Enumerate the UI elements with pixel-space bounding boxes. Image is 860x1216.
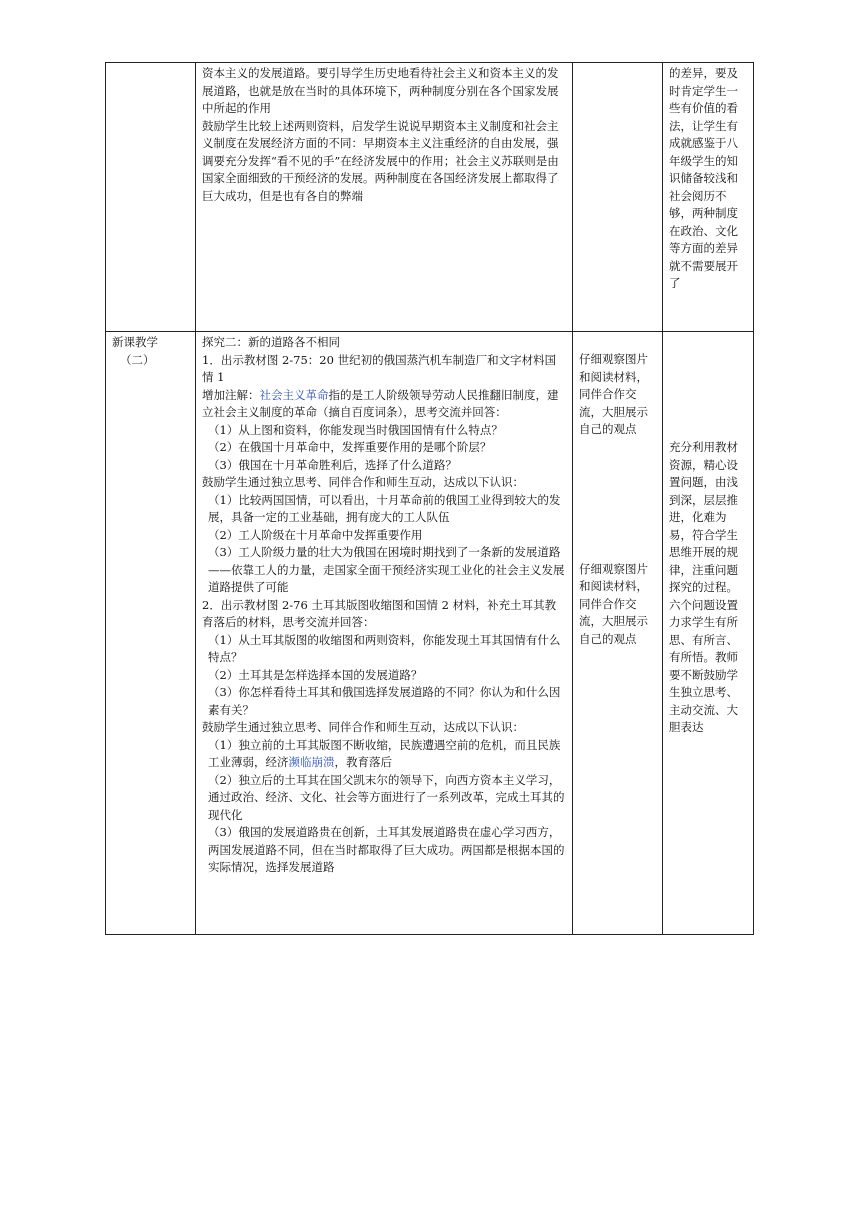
design-intent-cell [663, 332, 754, 935]
design-intent-text: 的差异，要及时肯定学生一些有价值的看法，让学生有成就感鉴于八年级学生的知识储备较浅和社会阅历不够，两种制度在政治、文化等方面的差异就不需要展开了 [669, 66, 738, 290]
answer: （3）工人阶级力量的壮大为俄国在困境时期找到了一条新的发展道路——依靠工人的力量，走国家全面干预经济实现工业化的社会主义发展道路提供了可能 [208, 545, 565, 594]
table-row [106, 332, 754, 935]
answer-text: （1）独立前的土耳其版图不断收缩，民族遭遇空前的危机，而且民族工业薄弱，经济 [208, 737, 561, 769]
question: （1）从上图和资料，你能发现当时俄国国情有什么特点？ [208, 422, 503, 437]
stage-label: 新课教学 [112, 335, 158, 349]
question: （3）你怎样看待土耳其和俄国选择发展道路的不同？你认为和什么因素有关？ [208, 685, 561, 717]
paragraph: 鼓励学生比较上述两则资料，启发学生说说早期资本主义制度和社会主义制度在发展经济方面的不同：早期资本主义注重经济的自由发展，强调要充分发挥“看不见的手”在经济发展中的作用；社会主义苏联则是由国家全面细致的干预经济的发展。两种制度在各国经济发展上都取得了巨大成功，但是也有各自的弊端 [202, 118, 559, 203]
lesson-plan-table [105, 62, 754, 935]
table-row [106, 63, 754, 332]
answer [202, 737, 567, 772]
teacher-activity-cell [196, 332, 573, 935]
stage-cell [106, 63, 196, 332]
paragraph: 2．出示教材图 2-76 土耳其版图收缩图和国情 2 材料，补充土耳其教育落后的材料，思考交流并回答： [202, 597, 557, 629]
answer: （3）俄国的发展道路贵在创新，土耳其发展道路贵在虚心学习西方，两国发展道路不同，但在当时都取得了巨大成功。两国都是根据本国的实际情况，选择发展道路 [208, 825, 565, 874]
student-activity-text: 仔细观察图片和阅读材料，同伴合作交流，大胆展示自己的观点 [579, 352, 648, 436]
note-rest: 指的是工人阶级领导劳动人民推翻旧制度，建立社会主义制度的革命（摘自百度词条），思考交流并回答： [202, 387, 559, 419]
question: （2）在俄国十月革命中，发挥重要作用的是哪个阶层？ [208, 440, 492, 454]
answer: （1）比较两国国情，可以看出，十月革命前的俄国工业得到较大的发展，具备一定的工业基础，拥有庞大的工人队伍 [208, 492, 561, 524]
student-activity-cell [573, 332, 663, 935]
collapse-link[interactable]: 濒临崩溃 [288, 755, 335, 769]
note-prefix: 增加注解： [202, 387, 260, 402]
student-activity-text: 仔细观察图片和阅读材料，同伴合作交流，大胆展示自己的观点 [579, 561, 648, 646]
question: （2）土耳其是怎样选择本国的发展道路？ [208, 667, 423, 682]
answer: （2）工人阶级在十月革命中发挥重要作用 [208, 527, 423, 542]
answer: （2）独立后的土耳其在国父凯末尔的领导下，向西方资本主义学习，通过政治、经济、文化、社会等方面进行了一系列改革，完成土耳其的现代化 [208, 772, 565, 822]
annotation-paragraph [202, 387, 567, 422]
question: （3）俄国在十月革命胜利后，选择了什么道路？ [208, 457, 457, 472]
design-intent-cell [663, 63, 754, 332]
student-activity-cell [573, 63, 663, 332]
stage-cell [106, 332, 196, 935]
stage-sublabel: （二） [120, 352, 155, 367]
answer-text: ，教育落后 [334, 755, 392, 769]
paragraph: 1．出示教材图 2-75：20 世纪初的俄国蒸汽机车制造厂和文字材料国情 1 [202, 352, 557, 384]
question: （1）从土耳其版图的收缩图和两则资料，你能发现土耳其国情有什么特点？ [208, 632, 561, 664]
paragraph: 鼓励学生通过独立思考、同伴合作和师生互动，达成以下认识： [202, 475, 524, 489]
socialist-revolution-link[interactable]: 社会主义革命 [259, 387, 329, 402]
explore-title: 探究二：新的道路各不相同 [202, 335, 340, 349]
design-intent-text: 充分利用教材资源，精心设置问题，由浅到深，层层推进，化难为易，符合学生思维开展的规律，注重问题探究的过程。六个问题设置力求学生有所思、有所言、有所悟。教师要不断鼓励学生独立思考、主动交流、大胆表达 [669, 440, 738, 734]
teacher-activity-cell [196, 63, 573, 332]
paragraph: 鼓励学生通过独立思考、同伴合作和师生互动，达成以下认识： [202, 720, 524, 734]
paragraph: 资本主义的发展道路。要引导学生历史地看待社会主义和资本主义的发展道路，也就是放在当时的具体环境下，两种制度分别在各个国家发展中所起的作用 [202, 66, 559, 115]
